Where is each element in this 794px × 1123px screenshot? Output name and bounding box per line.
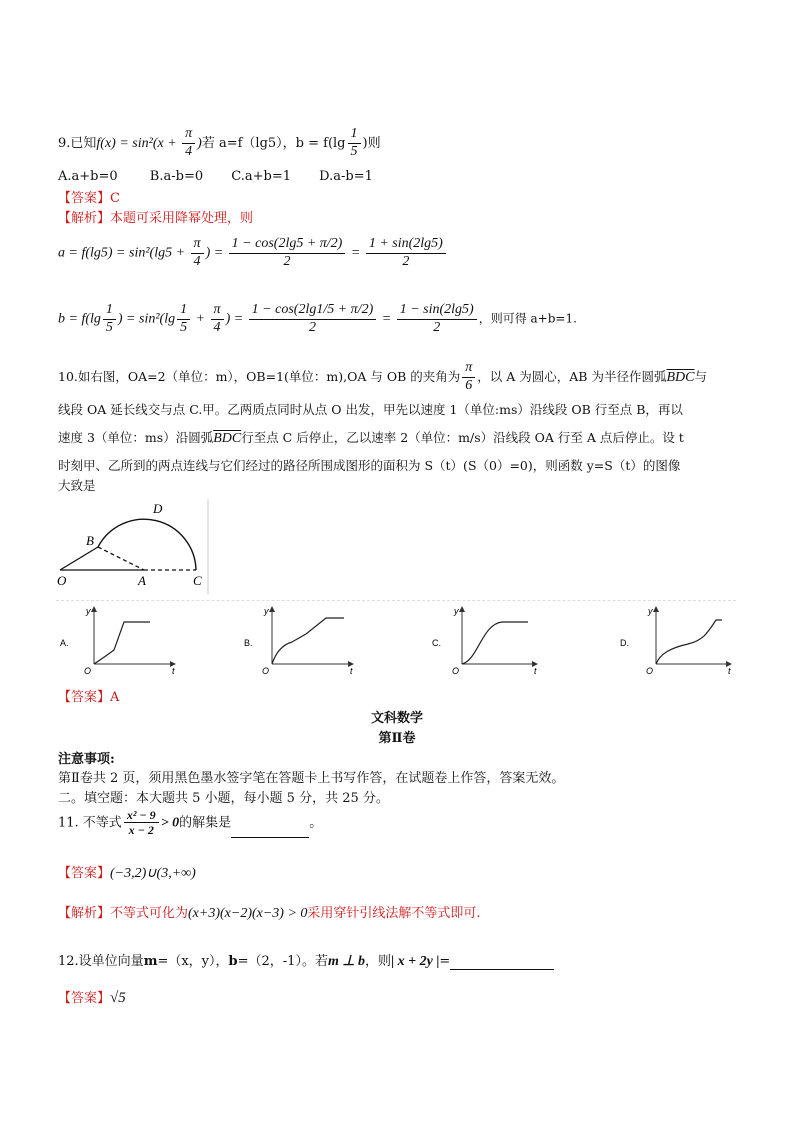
q12-answer-blank: [450, 969, 554, 970]
svg-text:y: y: [264, 606, 269, 616]
q10-answer: 【答案】A: [58, 690, 120, 705]
svg-text:O: O: [646, 666, 654, 676]
curve-a: [94, 622, 150, 664]
q10-line5: 大致是: [58, 478, 96, 493]
option-a: A.a+b=0: [58, 169, 118, 184]
option-c: C.a+b=1: [231, 169, 292, 184]
graph-option-a: [58, 604, 178, 676]
q10-line1: 10.如右图，OA=2（单位：m），OB=1(单位：m),OA 与 OB 的夹角为 $\frac{\pi}{6}$ ，以 A 为圆心，AB 为半径作圆弧$\overline{BDC}$与: [58, 360, 707, 393]
q10-pi-over-6: $\frac{\pi}{6}$: [462, 360, 475, 395]
notice-title: 注意事项:: [58, 752, 115, 767]
q10-figure: [56, 497, 212, 597]
option-d: D.a-b=1: [319, 169, 373, 184]
label-d: D: [153, 501, 163, 516]
q9-prefix: 9.已知: [58, 135, 97, 151]
q12-perp: m ⊥ b: [327, 954, 366, 969]
q11-stem: 11. 不等式 $\frac{\text{x² − 9}}{x - 2}$ > 0的解集是 。: [58, 808, 323, 838]
graph-option-d: [618, 604, 738, 676]
svg-text:O: O: [452, 666, 460, 676]
q11-answer-value: (−3,2)∪(3,+∞): [110, 866, 196, 881]
q9-answer: 【答案】C: [58, 191, 120, 206]
q12-stem: 12.设单位向量m=（x，y），b=（2，-1）。若m ⊥ b，则| x + 2y |=: [58, 950, 554, 970]
q9-options: [58, 169, 373, 184]
option-b: B.a-b=0: [149, 169, 204, 184]
svg-text:t: t: [728, 666, 731, 676]
svg-text:y: y: [86, 606, 91, 616]
q9-stem: 9.已知f(x) = sin²(x + $\frac{\pi}{4}$ )若 a=f（lg5），b = f(lg $\frac{1}{5}$ )则: [58, 126, 381, 159]
q9-analysis: 【解析】本题可采用降幂处理，则: [58, 211, 254, 226]
q11-fraction: $\frac{\text{x² − 9}}{x - 2}$: [124, 808, 159, 838]
q10-line2: 线段 OA 延长线交与点 C.甲。乙两质点同时从点 O 出发，甲先以速度 1（单位:ms）沿线段 OB 行至点 B，再以: [58, 402, 683, 417]
graph-option-b: [242, 604, 362, 676]
curve-c: [462, 622, 528, 664]
graph-option-c: [430, 604, 550, 676]
svg-text:C.: C.: [432, 638, 441, 648]
svg-text:t: t: [172, 666, 175, 676]
svg-text:y: y: [454, 606, 459, 616]
q12-answer: 【答案】√5: [58, 990, 126, 1006]
svg-text:y: y: [648, 606, 653, 616]
q9-function: f(x) = sin²(x +: [96, 135, 181, 151]
arc-bdc: $\overline{BDC}$: [666, 369, 695, 385]
q12-answer-value: √5: [110, 990, 126, 1006]
section-title: 文科数学: [370, 711, 423, 726]
q11-answer: 【答案】(−3,2)∪(3,+∞): [58, 866, 196, 881]
q9-pi-over-4: $\frac{\pi}{4}$: [182, 126, 195, 161]
segment-ob: [60, 547, 98, 570]
label-o: O: [57, 573, 67, 588]
segment-ba: [98, 547, 144, 570]
svg-text:O: O: [84, 666, 92, 676]
q12-abs: | x + 2y |: [391, 954, 440, 969]
q11-answer-blank: [231, 837, 309, 838]
svg-text:t: t: [534, 666, 537, 676]
q9-one-fifth: $\frac{1}{5}$: [348, 126, 361, 161]
q9-equation-a: a = f(lg5) = sin²(lg5 + $\frac{\pi}{4}$ ) = $\frac{1 - \cos(2\lg 5 + \pi/2)}{2}$ = $\frac{1 + \sin(2\lg 5)}{2}$: [58, 236, 448, 271]
arc-bdc-curve: [98, 519, 196, 570]
fill-heading: 二。填空题：本大题共 5 小题，每小题 5 分，共 25 分。: [58, 791, 389, 806]
q10-line4: 时刻甲、乙所到的两点连线与它们经过的路径所围成图形的面积为 S（t）(S（0）=0)，则函数 y=S（t）的图像: [58, 458, 681, 473]
svg-text:A.: A.: [60, 638, 69, 648]
svg-text:O: O: [262, 666, 270, 676]
label-b: B: [86, 533, 94, 548]
label-a: A: [138, 573, 146, 588]
svg-text:B.: B.: [244, 638, 253, 648]
svg-text:t: t: [350, 666, 353, 676]
section-subtitle: 第Ⅱ卷: [378, 731, 416, 746]
q11-analysis: 【解析】不等式可化为(x+3)(x−2)(x−3) > 0采用穿针引线法解不等式即可.: [58, 906, 481, 921]
notice-text: 第Ⅱ卷共 2 页，须用黑色墨水签字笔在答题卡上书写作答，在试题卷上作答，答案无效。: [58, 771, 565, 786]
q9-equation-b: b = f(lg $\frac{1}{5}$ ) = sin²(lg $\frac{1}{5}$ + $\frac{\pi}{4}$ ) = $\frac{1 - \cos(2\lg 1/5 + \pi/2)}{2}$ = $\frac{1 - \sin(2\lg 5)}{2}$ ，则可得 a+b=1.: [58, 302, 577, 335]
curve-d: [656, 620, 722, 664]
svg-text:D.: D.: [620, 638, 629, 648]
q9-definitions: 若 a=f（lg5），b = f(lg: [201, 135, 346, 151]
q10-line3: 速度 3（单位：ms）沿圆弧$\overline{BDC}$行至点 C 后停止，乙以速率 2（单位：m/s）沿线段 OA 行至 A 点后停止。设 t: [58, 430, 684, 446]
curve-b: [272, 618, 344, 664]
label-c: C: [193, 573, 202, 588]
